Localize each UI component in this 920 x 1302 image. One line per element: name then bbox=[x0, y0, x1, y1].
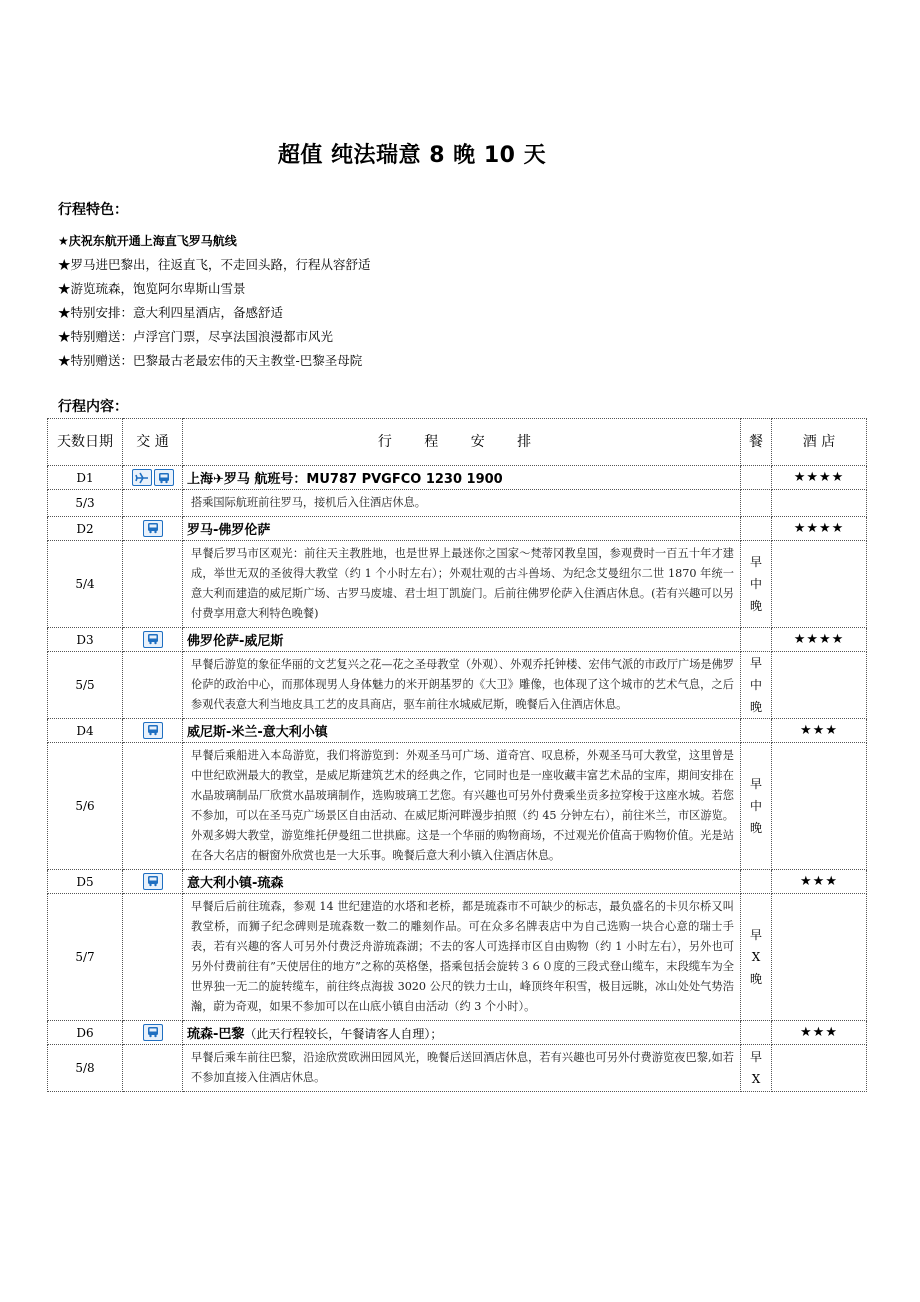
route-note: （此天行程较长，午餐请客人自理）； bbox=[244, 1027, 443, 1041]
route-title: 上海✈罗马 航班号：MU787 PVGFCO 1230 1900 bbox=[183, 466, 741, 490]
meal-cell bbox=[741, 743, 772, 870]
meal-cell bbox=[741, 517, 772, 541]
meal-breakfast: 早 bbox=[749, 555, 762, 569]
detail-row bbox=[48, 541, 867, 628]
meal-breakfast: 早 bbox=[749, 928, 762, 942]
hotel-rating: ★★★ bbox=[772, 1021, 867, 1045]
detail-row bbox=[48, 894, 867, 1021]
transport-cell bbox=[123, 743, 183, 870]
detail-row bbox=[48, 490, 867, 517]
header-schedule: 行 程 安 排 bbox=[183, 419, 741, 466]
transport-cell bbox=[123, 1045, 183, 1092]
day-number: D5 bbox=[48, 870, 123, 894]
hotel-rating: ★★★ bbox=[772, 870, 867, 894]
bus-icon bbox=[143, 520, 163, 537]
bus-icon bbox=[143, 722, 163, 739]
bus-icon bbox=[154, 469, 174, 486]
meal-lunch: X bbox=[751, 1072, 761, 1086]
feature-item: ★庆祝东航开通上海直飞罗马航线 bbox=[58, 234, 237, 248]
day-number: D1 bbox=[48, 466, 123, 490]
meal-cell bbox=[741, 628, 772, 652]
features-label: 行程特色： bbox=[58, 202, 128, 218]
transport-cell bbox=[123, 628, 183, 652]
hotel-rating: ★★★ bbox=[772, 719, 867, 743]
day-row bbox=[48, 517, 867, 541]
day-description: 早餐后乘车前往巴黎，沿途欣赏欧洲田园风光，晚餐后送回酒店休息，若有兴趣也可另外付费游览夜巴黎,如若不参加直接入住酒店休息。 bbox=[183, 1045, 741, 1092]
content-label: 行程内容： bbox=[58, 399, 128, 415]
hotel-rating: ★★★★ bbox=[772, 517, 867, 541]
day-description: 早餐后罗马市区观光：前往天主教胜地，也是世界上最迷你之国家～梵蒂冈教皇国，参观费时一百五十年才建成，举世无双的圣彼得大教堂（约 1 个小时左右）；外观壮观的古斗兽场、为纪念艾曼纽尔二世 1870 年统一意大利而建造的威尼斯广场、古罗马废墟、君士坦丁凯旋门。后前往佛罗伦萨入住酒店休息。(若有兴趣可以另付费享用意大利特色晚餐) bbox=[183, 541, 741, 628]
feature-item: ★特别赠送：巴黎最古老最宏伟的天主教堂-巴黎圣母院 bbox=[58, 353, 363, 368]
meal-breakfast: 早 bbox=[749, 777, 762, 791]
page-title: 超值 纯法瑞意 8 晚 10 天 bbox=[277, 143, 547, 168]
day-date: 5/7 bbox=[48, 894, 123, 1021]
feature-item: ★游览琉森，饱览阿尔卑斯山雪景 bbox=[58, 281, 246, 296]
detail-row bbox=[48, 743, 867, 870]
day-row bbox=[48, 1021, 867, 1045]
day-row bbox=[48, 870, 867, 894]
transport-cell bbox=[123, 541, 183, 628]
day-date: 5/4 bbox=[48, 541, 123, 628]
transport-cell bbox=[123, 1021, 183, 1045]
day-date: 5/6 bbox=[48, 743, 123, 870]
day-date: 5/8 bbox=[48, 1045, 123, 1092]
transport-cell bbox=[123, 870, 183, 894]
bus-icon bbox=[143, 1024, 163, 1041]
feature-item: ★特别安排：意大利四星酒店，备感舒适 bbox=[58, 305, 284, 320]
transport-cell bbox=[123, 517, 183, 541]
header-hotel: 酒 店 bbox=[772, 419, 867, 466]
header-meal: 餐 bbox=[741, 419, 772, 466]
meal-cell bbox=[741, 1021, 772, 1045]
meal-dinner: 晚 bbox=[749, 972, 762, 986]
route-title: 意大利小镇-琉森 bbox=[183, 870, 741, 894]
table-header-row bbox=[48, 419, 867, 466]
itinerary-table bbox=[47, 418, 867, 1092]
meal-cell bbox=[741, 894, 772, 1021]
transport-cell bbox=[123, 466, 183, 490]
day-row bbox=[48, 466, 867, 490]
header-transport: 交 通 bbox=[123, 419, 183, 466]
day-date: 5/3 bbox=[48, 490, 123, 517]
meal-lunch: X bbox=[751, 950, 761, 964]
meal-cell bbox=[741, 652, 772, 719]
day-row bbox=[48, 628, 867, 652]
route-title: 罗马-佛罗伦萨 bbox=[183, 517, 741, 541]
route-title: 威尼斯-米兰-意大利小镇 bbox=[183, 719, 741, 743]
hotel-cell bbox=[772, 1045, 867, 1092]
hotel-cell bbox=[772, 894, 867, 1021]
day-description: 早餐后乘船进入本岛游览，我们将游览到：外观圣马可广场、道奇宫、叹息桥，外观圣马可大教堂，这里曾是中世纪欧洲最大的教堂，是威尼斯建筑艺术的经典之作，它同时也是一座收藏丰富艺术品的宝库，期间安排在水晶玻璃制品厂欣赏水晶玻璃制作，选购玻璃工艺您。有兴趣也可另外付费乘坐贡多拉穿梭于这座水城。若您不参加，可以在圣马克广场景区自由活动、在威尼斯河畔漫步拍照（约 45 分钟左右），前往米兰，市区游览。外观多姆大教堂，游览维托伊曼纽二世拱廊。这是一个华丽的购物商场，不过观光价值高于购物价值。光是站在各大名店的橱窗外欣赏也是一大乐事。晚餐后意大利小镇入住酒店休息。 bbox=[183, 743, 741, 870]
day-number: D6 bbox=[48, 1021, 123, 1045]
transport-cell bbox=[123, 652, 183, 719]
meal-dinner: 晚 bbox=[749, 599, 762, 613]
transport-cell bbox=[123, 894, 183, 1021]
meal-cell bbox=[741, 870, 772, 894]
meal-breakfast: 早 bbox=[749, 656, 762, 670]
meal-cell bbox=[741, 541, 772, 628]
day-row bbox=[48, 719, 867, 743]
day-number: D2 bbox=[48, 517, 123, 541]
hotel-rating: ★★★★ bbox=[772, 628, 867, 652]
transport-cell bbox=[123, 719, 183, 743]
feature-item: ★特别赠送：卢浮宫门票，尽享法国浪漫都市风光 bbox=[58, 329, 334, 344]
day-number: D4 bbox=[48, 719, 123, 743]
detail-row bbox=[48, 1045, 867, 1092]
meal-cell bbox=[741, 490, 772, 517]
day-date: 5/5 bbox=[48, 652, 123, 719]
transport-cell bbox=[123, 490, 183, 517]
hotel-cell bbox=[772, 490, 867, 517]
meal-lunch: 中 bbox=[749, 799, 762, 813]
hotel-cell bbox=[772, 652, 867, 719]
day-number: D3 bbox=[48, 628, 123, 652]
meal-lunch: 中 bbox=[749, 577, 762, 591]
meal-cell bbox=[741, 1045, 772, 1092]
meal-dinner: 晚 bbox=[749, 700, 762, 714]
airplane-icon bbox=[132, 469, 152, 486]
meal-breakfast: 早 bbox=[749, 1050, 762, 1064]
meal-dinner: 晚 bbox=[749, 821, 762, 835]
day-description: 早餐后后前往琉森，参观 14 世纪建造的水塔和老桥，都是琉森市不可缺少的标志，最负盛名的卡贝尔桥又叫教堂桥，而狮子纪念碑则是琉森数一数二的雕刻作品。可在众多名牌表店中为自己选购一块合心意的瑞士手表，若有兴趣的客人可另外付费泛舟游琉森湖；不去的客人可选择市区自由购物（约 1 小时左右），另外也可另外付费前往有”天使居住的地方”之称的英格堡，搭乘包括会旋转３６０度的三段式登山缆车，末段缆车为全世界独一无二的旋转缆车，前往终点海拔 3020 公尺的铁力士山，峰顶终年积雪，极目远眺，冰山处处气势浩瀚，蔚为奇观，如果不参加可以在山底小镇自由活动（约 3 个小时）。 bbox=[183, 894, 741, 1021]
route-name: 琉森-巴黎 bbox=[187, 1027, 245, 1042]
route-title: 佛罗伦萨-威尼斯 bbox=[183, 628, 741, 652]
features-list bbox=[58, 229, 838, 373]
hotel-cell bbox=[772, 743, 867, 870]
day-description: 早餐后游览的象征华丽的文艺复兴之花—花之圣母教堂（外观）、外观乔托钟楼、宏伟气派的市政厅广场是佛罗伦萨的政治中心，而那体现男人身体魅力的米开朗基罗的《大卫》雕像，也体现了这个城市的艺术气息，之后参观代表意大利当地皮具工艺的皮具商店，驱车前往水城威尼斯，晚餐后入住酒店休息。 bbox=[183, 652, 741, 719]
meal-cell bbox=[741, 719, 772, 743]
hotel-rating: ★★★★ bbox=[772, 466, 867, 490]
detail-row bbox=[48, 652, 867, 719]
feature-item: ★罗马进巴黎出，往返直飞，不走回头路，行程从容舒适 bbox=[58, 257, 371, 272]
hotel-cell bbox=[772, 541, 867, 628]
meal-lunch: 中 bbox=[749, 678, 762, 692]
bus-icon bbox=[143, 631, 163, 648]
header-day: 天数日期 bbox=[48, 419, 123, 466]
route-title bbox=[183, 1021, 741, 1045]
meal-cell bbox=[741, 466, 772, 490]
day-description: 搭乘国际航班前往罗马，接机后入住酒店休息。 bbox=[183, 490, 741, 517]
bus-icon bbox=[143, 873, 163, 890]
